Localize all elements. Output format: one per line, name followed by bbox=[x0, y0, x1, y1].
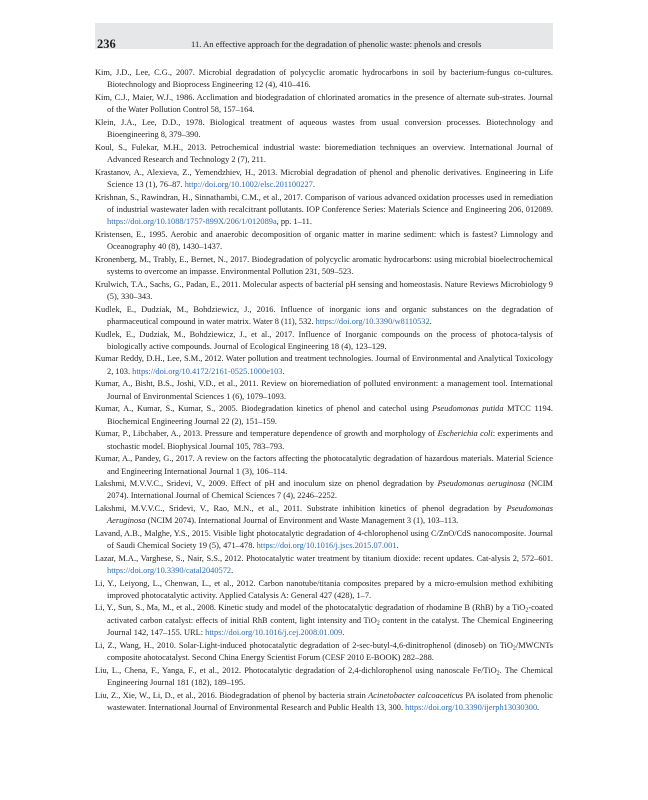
doi-link[interactable]: https://doi.org/10.1088/1757-899X/206/1/012089a bbox=[107, 217, 277, 227]
reference-list bbox=[95, 67, 553, 715]
reference-item bbox=[95, 478, 553, 503]
reference-text: Kudlek, E., Dudziak, M., Bohdziewicz, J., et al., 2017. Influence of Inorganic compounds on the process of photoca-talysis of biologically active compounds. Journal of Ecological Engineering 18 (4), 123–129. bbox=[95, 329, 553, 351]
reference-item bbox=[95, 428, 553, 453]
reference-text: Kumar, A., Bisht, B.S., Joshi, V.D., et al., 2011. Review on bioremediation of polluted environment: a management tool. International Journal of Environmental Sciences 1 (6), 1079–1093. bbox=[95, 379, 553, 401]
reference-item bbox=[95, 602, 553, 639]
reference-tail: . bbox=[342, 628, 345, 638]
reference-text: Li, Y., Leiyong, L., Chenwan, L., et al., 2012. Carbon nanotube/titania composites prepared by a micro-emulsion method exhibiting improved photocatalytic activity. Applied Catalysis A: General 427 (428), 1–7. bbox=[95, 578, 553, 601]
reference-item bbox=[95, 229, 553, 254]
reference-text: Liu, Z., Xie, W., Li, D., et al., 2016. Biodegradation of phenol by bacteria strain Acinetobacter calcoaceticus PA isolated from phenolic wastewater. International Journal of Environmental Research and Public Health 13, 300. bbox=[95, 690, 553, 713]
reference-text: Klein, J.A., Lee, D.D., 1978. Biological treatment of aqueous wastes from usual conversion processes. Biotechnology and Bioengineering 8, 379–390. bbox=[95, 117, 553, 140]
doi-link[interactable]: https://doi.org/10.3390/w8110532 bbox=[315, 317, 430, 327]
reference-text: Lakshmi, M.V.V.C., Sridevi, V., Rao, M.N., et al., 2011. Substrate inhibition kinetics of phenol degradation by Pseudomonas Aeruginosa (NCIM 2074). International Journal of Environment and Waste Management 3 (1), 103–113. bbox=[95, 503, 553, 526]
reference-item bbox=[95, 279, 553, 304]
reference-tail: . bbox=[312, 180, 315, 190]
reference-text: Kudlek, E., Dudziak, M., Bohdziewicz, J., 2016. Influence of inorganic ions and organic substances on the degradation of pharmaceutical compound in water matrix. Water 8 (11), 532. bbox=[95, 304, 553, 327]
reference-item bbox=[95, 553, 553, 578]
reference-item bbox=[95, 578, 553, 603]
reference-text: Kim, C.J., Maier, W.J., 1986. Acclimation and biodegradation of chlorinated aromatics in the presence of alternate sub-strates. Journal of the Water Pollution Control 58, 157–164. bbox=[95, 92, 553, 115]
reference-tail: . bbox=[537, 703, 540, 713]
doi-link[interactable]: https://doi.org/10.4172/2161-0525.1000e103 bbox=[132, 366, 283, 376]
reference-text: Kim, J.D., Lee, C.G., 2007. Microbial degradation of polycyclic aromatic hydrocarbons in soil by bacterium-fungus co-cultures. Biotechnology and Bioprocess Engineering 12 (4), 410–416. bbox=[95, 68, 553, 90]
reference-text: Li, Y., Sun, S., Ma, M., et al., 2008. Kinetic study and model of the photocatalytic degradation of rhodamine B (RhB) by a TiO$_2$-coated activated carbon catalyst: effects of initial RhB content, light intensity and TiO$_2$ content in the catalyst. The Chemical Engineering Journal 142, 147–155. URL: bbox=[95, 603, 553, 638]
reference-text: Lavand, A.B., Malghe, Y.S., 2015. Visible light photocatalytic degradation of 4-chlorophenol using C/ZnO/CdS nanocomposite. Journal of Saudi Chemical Society 19 (5), 471–478. bbox=[95, 528, 553, 551]
doi-link[interactable]: https://doi.org/10.3390/ijerph13030300 bbox=[405, 703, 538, 713]
reference-item bbox=[95, 254, 553, 279]
doi-link[interactable]: https://doi.org/10.1016/j.cej.2008.01.009 bbox=[205, 628, 343, 638]
reference-item bbox=[95, 142, 553, 167]
doi-link[interactable]: http://doi.org/10.1002/elsc.201100227 bbox=[184, 180, 313, 190]
running-head: 11. An effective approach for the degradation of phenolic waste: phenols and cresols bbox=[191, 39, 482, 49]
reference-text: Lakshmi, M.V.V.C., Sridevi, V., 2009. Effect of pH and inoculum size on phenol degradation by Pseudomonas aeruginosa (NCIM 2074). International Journal of Chemical Sciences 7 (4), 2246–2252. bbox=[95, 478, 553, 501]
reference-item bbox=[95, 640, 553, 665]
reference-item bbox=[95, 167, 553, 192]
reference-item bbox=[95, 67, 553, 92]
reference-item bbox=[95, 690, 553, 715]
reference-text: Kumar, P., Libchaber, A., 2013. Pressure and temperature dependence of growth and morphology of Escherichia coli: experiments and stochastic model. Biophysical Journal 105, 783–793. bbox=[95, 429, 553, 451]
reference-text: Krastanov, A., Alexieva, Z., Yemendzhiev, H., 2013. Microbial degradation of phenol and phenolic derivatives. Engineering in Life Science 13 (1), 76–87. bbox=[95, 167, 553, 190]
reference-text: Kristensen, E., 1995. Aerobic and anaerobic decomposition of organic matter in marine sediment: which is fastest? Limnology and Oceanography 40 (8), 1430–1437. bbox=[95, 229, 553, 252]
reference-item bbox=[95, 92, 553, 117]
reference-text: Krulwich, T.A., Sachs, G., Padan, E., 2011. Molecular aspects of bacterial pH sensing and homeostasis. Nature Reviews Microbiology 9 (5), 330–343. bbox=[95, 279, 553, 302]
reference-text: Lazar, M.A., Varghese, S., Nair, S.S., 2012. Photocatalytic water treatment by titanium dioxide: recent updates. Cat-alysis 2, 572–601. bbox=[95, 553, 553, 563]
reference-text: Kumar, A., Pandey, G., 2017. A review on the factors affecting the photocatalytic degradation of hazardous materials. Material Science and Engineering International Journal 1 (3), 106–114. bbox=[95, 454, 553, 476]
reference-text: Krishnan, S., Rawindran, H., Sinnathambi, C.M., et al., 2017. Comparison of various advanced oxidation processes used in remediation of industrial wastewater laden with recalcitrant pollutants. IOP Conference Series: Materials Science and Engineering 206, 012089. bbox=[95, 192, 553, 214]
reference-item bbox=[95, 453, 553, 478]
reference-tail: . bbox=[282, 366, 285, 376]
reference-text: Koul, S., Fulekar, M.H., 2013. Petrochemical industrial waste: bioremediation techniques an overview. International Journal of Advanced Research and Technology 2 (7), 211. bbox=[95, 142, 553, 165]
reference-text: Kumar, A., Kumar, S., Kumar, S., 2005. Biodegradation kinetics of phenol and catechol using Pseudomonas putida MTCC 1194. Biochemical Engineering Journal 22 (2), 151–159. bbox=[95, 404, 553, 426]
reference-text: Kumar Reddy, D.H., Lee, S.M., 2012. Water pollution and treatment technologies. Journal of Environmental and Analytical Toxicology 2, 103. bbox=[95, 354, 553, 376]
reference-tail: . bbox=[231, 566, 234, 576]
doi-link[interactable]: https://doi.org/10.1016/j.jscs.2015.07.001 bbox=[256, 541, 397, 551]
reference-item bbox=[95, 503, 553, 528]
reference-tail: . bbox=[429, 317, 432, 327]
reference-text: Kronenberg, M., Trably, E., Bernet, N., 2017. Biodegradation of polycyclic aromatic hydrocarbons: using microbial bioelectrochemical systems to overcome an impasse. Environmental Pollution 231, 509–523. bbox=[95, 254, 553, 277]
reference-item bbox=[95, 353, 553, 378]
reference-text: Li, Z., Wang, H., 2010. Solar-Light-induced photocatalytic degradation of 2-sec-butyl-4,6-dinitrophenol (dinoseb) on TiO$_2$/MWCNTs composite ahotocatalyst. Second China Energy Scientist Forum (CESF 2010 E-BOOK) 282–288. bbox=[95, 640, 553, 663]
reference-tail: . bbox=[396, 541, 399, 551]
reference-item bbox=[95, 304, 553, 329]
reference-tail: , pp. 1–11. bbox=[276, 217, 312, 227]
page-number: 236 bbox=[97, 37, 116, 51]
reference-item bbox=[95, 117, 553, 142]
reference-item bbox=[95, 665, 553, 690]
reference-item bbox=[95, 403, 553, 428]
reference-item bbox=[95, 192, 553, 229]
reference-item bbox=[95, 329, 553, 354]
reference-item bbox=[95, 378, 553, 403]
reference-item bbox=[95, 528, 553, 553]
doi-link[interactable]: https://doi.org/10.3390/catal2040572 bbox=[107, 566, 232, 576]
reference-text: Liu, L., Chena, F., Yanga, F., et al., 2012. Photocatalytic degradation of 2,4-dichlorophenol using nanoscale Fe/TiO$_2$. The Chemical Engineering Journal 181 (182), 189–195. bbox=[95, 665, 553, 688]
